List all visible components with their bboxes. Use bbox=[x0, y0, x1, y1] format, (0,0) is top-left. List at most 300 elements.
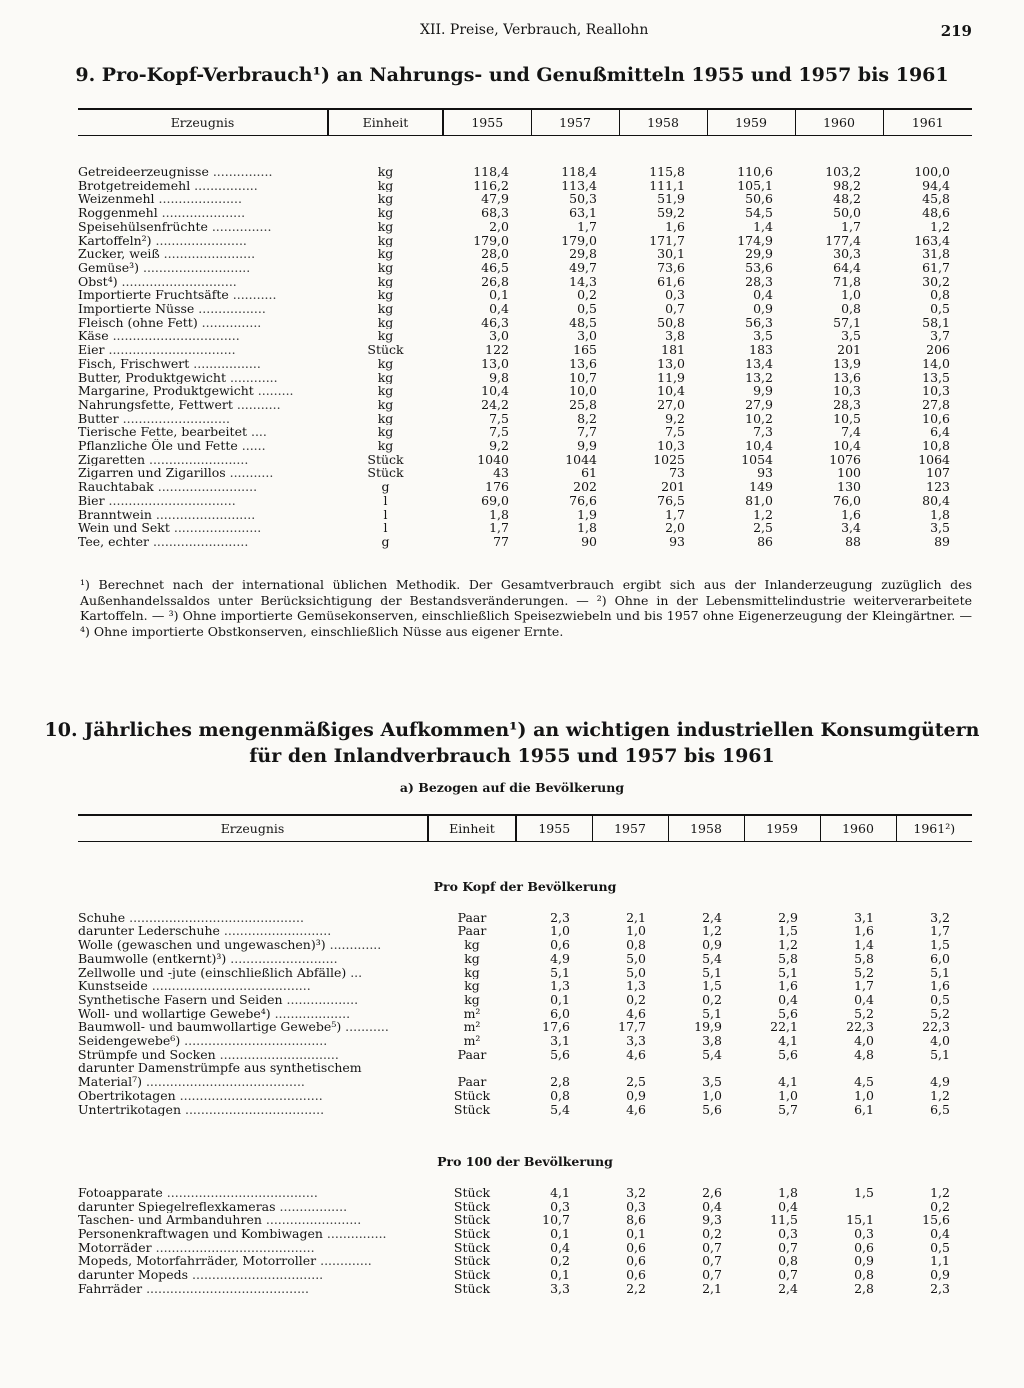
value-cell: 98,2 bbox=[833, 178, 861, 193]
value-cell: 31,8 bbox=[922, 247, 950, 261]
value-cell: 89 bbox=[934, 534, 950, 549]
leader-dots: ............ bbox=[225, 370, 278, 385]
value-cell: 15,6 bbox=[922, 1213, 950, 1228]
row-label-text: Getreideerzeugnisse bbox=[78, 165, 209, 179]
unit-cell: kg bbox=[377, 329, 394, 344]
value-cell bbox=[744, 1061, 820, 1075]
value-cell: 50,3 bbox=[569, 192, 597, 207]
value-cell: 43 bbox=[493, 466, 509, 481]
row-label-text: Taschen- und Armbanduhren bbox=[78, 1213, 262, 1228]
row-label bbox=[78, 924, 428, 938]
value-cell: 13,4 bbox=[745, 356, 773, 371]
value-cell: 0,7 bbox=[665, 302, 685, 316]
value-cell: 1,8 bbox=[489, 507, 509, 522]
table-row bbox=[78, 494, 972, 508]
row-label bbox=[78, 993, 428, 1007]
value-cell: 3,5 bbox=[702, 1075, 722, 1089]
col-header: 1958 bbox=[619, 109, 707, 135]
unit-cell: l bbox=[383, 521, 388, 535]
table-row bbox=[78, 357, 972, 371]
unit-cell: kg bbox=[377, 206, 394, 220]
leader-dots: ................. bbox=[194, 302, 266, 316]
leader-dots: ............... bbox=[208, 165, 273, 179]
value-cell: 90 bbox=[581, 534, 597, 549]
row-label bbox=[78, 288, 328, 302]
value-cell: 1,8 bbox=[577, 521, 597, 535]
table-row bbox=[78, 1282, 972, 1296]
value-cell: 3,0 bbox=[577, 329, 597, 344]
value-cell: 0,6 bbox=[550, 938, 570, 952]
value-cell: 14,0 bbox=[922, 356, 950, 371]
leader-dots: ................................ bbox=[108, 329, 240, 344]
value-cell: 1076 bbox=[829, 452, 861, 467]
value-cell: 59,2 bbox=[657, 206, 685, 220]
row-label-text: Pflanzliche Öle und Fette bbox=[78, 439, 238, 453]
table-row bbox=[78, 179, 972, 193]
value-cell: 0,8 bbox=[854, 1268, 874, 1282]
row-label bbox=[78, 261, 328, 275]
value-cell bbox=[592, 1061, 668, 1075]
value-cell: 13,0 bbox=[657, 356, 685, 371]
value-cell: 2,0 bbox=[489, 219, 509, 234]
value-cell: 5,1 bbox=[778, 965, 798, 980]
value-cell: 1,6 bbox=[665, 219, 685, 234]
value-cell bbox=[820, 1200, 896, 1214]
value-cell: 0,3 bbox=[778, 1227, 798, 1241]
leader-dots: ... bbox=[346, 965, 363, 980]
value-cell: 28,0 bbox=[481, 247, 509, 261]
value-cell: 0,2 bbox=[930, 1199, 950, 1214]
value-cell: 7,5 bbox=[665, 425, 685, 440]
row-label bbox=[78, 1048, 428, 1062]
value-cell: 4,6 bbox=[626, 1006, 646, 1021]
value-cell: 1,6 bbox=[778, 979, 798, 993]
row-label bbox=[78, 979, 428, 993]
value-cell: 3,0 bbox=[489, 329, 509, 344]
table-row bbox=[78, 192, 972, 206]
value-cell: 115,8 bbox=[649, 165, 685, 179]
value-cell: 0,4 bbox=[854, 992, 874, 1007]
leader-dots: ............................. bbox=[117, 274, 237, 289]
value-cell: 64,4 bbox=[833, 260, 861, 275]
value-cell: 68,3 bbox=[481, 206, 509, 220]
row-label-text: Fotoapparate bbox=[78, 1185, 163, 1200]
row-label-text: Schuhe bbox=[78, 910, 126, 925]
value-cell: 88 bbox=[845, 534, 861, 549]
leader-dots: ................. bbox=[275, 1199, 348, 1214]
table-row bbox=[78, 1075, 972, 1089]
value-cell: 179,0 bbox=[473, 233, 509, 248]
leader-dots: ...... bbox=[237, 439, 266, 453]
row-label bbox=[78, 494, 328, 508]
value-cell: 48,2 bbox=[833, 192, 861, 207]
value-cell: 4,5 bbox=[854, 1075, 874, 1089]
value-cell: 3,1 bbox=[854, 910, 874, 925]
row-label-text: Wein und Sekt bbox=[78, 521, 170, 535]
unit-cell: kg bbox=[377, 274, 394, 289]
leader-dots: ........................................ bbox=[151, 1240, 315, 1255]
unit-cell: Stück bbox=[367, 343, 404, 357]
value-cell: 1,5 bbox=[930, 938, 950, 952]
col-header: 1955 bbox=[516, 815, 592, 841]
row-label-text: Zellwolle und -jute (einschließlich Abfälle) bbox=[78, 965, 347, 980]
value-cell: 1,2 bbox=[753, 507, 773, 522]
value-cell: 77 bbox=[493, 534, 509, 549]
unit-cell: m² bbox=[463, 1034, 481, 1048]
value-cell: 17,7 bbox=[618, 1020, 646, 1035]
value-cell: 2,4 bbox=[778, 1281, 798, 1296]
unit-cell: m² bbox=[463, 1006, 481, 1021]
value-cell: 0,4 bbox=[930, 1227, 950, 1241]
unit-cell: kg bbox=[464, 992, 480, 1007]
row-label-text: Untertrikotagen bbox=[78, 1102, 182, 1117]
row-label-text: Fleisch (ohne Fett) bbox=[78, 315, 198, 330]
row-label-text: Material⁷) bbox=[78, 1075, 142, 1089]
value-cell: 5,4 bbox=[702, 1047, 722, 1062]
row-label bbox=[78, 966, 428, 980]
table10-title-line2: für den Inlandverbrauch 1955 und 1957 bis 1961 bbox=[249, 745, 775, 767]
value-cell: 1054 bbox=[741, 452, 773, 467]
value-cell: 3,8 bbox=[665, 329, 685, 344]
value-cell: 0,4 bbox=[778, 1199, 798, 1214]
row-label bbox=[78, 247, 328, 261]
row-label-text: Strümpfe und Socken bbox=[78, 1047, 216, 1062]
value-cell: 1,9 bbox=[577, 507, 597, 522]
unit-cell: Stück bbox=[453, 1281, 491, 1296]
value-cell: 5,4 bbox=[702, 951, 722, 966]
leader-dots: ......................... bbox=[151, 507, 256, 522]
row-label-text: Motorräder bbox=[78, 1240, 152, 1255]
table-row bbox=[78, 412, 972, 426]
table-row bbox=[78, 261, 972, 275]
value-cell: 13,6 bbox=[833, 370, 861, 385]
leader-dots: ........... bbox=[225, 466, 274, 481]
table-row bbox=[78, 1007, 972, 1021]
unit-cell: kg bbox=[377, 178, 394, 193]
value-cell: 22,3 bbox=[846, 1020, 874, 1035]
value-cell: 11,9 bbox=[657, 370, 685, 385]
running-title: XII. Preise, Verbrauch, Reallohn bbox=[420, 22, 649, 38]
value-cell: 10,2 bbox=[745, 411, 773, 426]
value-cell: 2,3 bbox=[550, 910, 570, 925]
value-cell: 206 bbox=[926, 343, 950, 357]
value-cell: 7,5 bbox=[489, 425, 509, 440]
row-label bbox=[78, 1200, 428, 1214]
value-cell: 0,6 bbox=[854, 1240, 874, 1255]
value-cell: 93 bbox=[669, 534, 685, 549]
value-cell: 8,6 bbox=[626, 1213, 646, 1228]
row-label bbox=[78, 1075, 428, 1089]
row-label bbox=[78, 343, 328, 357]
value-cell: 202 bbox=[573, 480, 597, 494]
unit-cell: kg bbox=[377, 411, 394, 426]
value-cell: 2,5 bbox=[626, 1075, 646, 1089]
value-cell: 48,5 bbox=[569, 315, 597, 330]
row-label bbox=[78, 398, 328, 412]
row-label bbox=[78, 1241, 428, 1255]
value-cell: 0,2 bbox=[702, 1227, 722, 1241]
row-label-text: Speisehülsenfrüchte bbox=[78, 219, 208, 234]
row-label-text: Synthetische Fasern und Seiden bbox=[78, 992, 283, 1007]
row-label-text: Obst⁴) bbox=[78, 274, 118, 289]
row-label-text: darunter Mopeds bbox=[78, 1268, 189, 1282]
table-row bbox=[78, 1213, 972, 1227]
value-cell: 5,2 bbox=[930, 1006, 950, 1021]
value-cell: 118,4 bbox=[561, 165, 597, 179]
row-label bbox=[78, 439, 328, 453]
unit-cell: kg bbox=[377, 370, 394, 385]
value-cell: 5,6 bbox=[550, 1047, 570, 1062]
table-row bbox=[78, 275, 972, 289]
table9-body bbox=[78, 165, 972, 549]
value-cell: 2,1 bbox=[626, 910, 646, 925]
col-header: 1959 bbox=[744, 815, 820, 841]
value-cell: 29,8 bbox=[569, 247, 597, 261]
value-cell: 30,3 bbox=[833, 247, 861, 261]
value-cell: 0,4 bbox=[753, 288, 773, 303]
value-cell: 1,5 bbox=[854, 1185, 874, 1200]
value-cell: 29,9 bbox=[745, 247, 773, 261]
row-label bbox=[78, 412, 328, 426]
value-cell: 50,0 bbox=[833, 206, 861, 220]
leader-dots: ..................... bbox=[154, 192, 242, 207]
row-label-text: Tee, echter bbox=[78, 534, 149, 549]
value-cell: 0,5 bbox=[930, 1240, 950, 1255]
table-row bbox=[78, 247, 972, 261]
value-cell: 1044 bbox=[565, 452, 597, 467]
value-cell: 2,6 bbox=[702, 1185, 722, 1200]
value-cell bbox=[668, 1061, 744, 1075]
unit-cell: Stück bbox=[453, 1199, 491, 1214]
value-cell: 25,8 bbox=[569, 397, 597, 412]
value-cell bbox=[896, 1061, 972, 1075]
value-cell: 0,9 bbox=[930, 1268, 950, 1282]
table-row bbox=[78, 1103, 972, 1117]
table9 bbox=[78, 108, 972, 549]
row-label-text: Importierte Nüsse bbox=[78, 302, 195, 316]
value-cell: 7,3 bbox=[753, 425, 773, 440]
row-label bbox=[78, 952, 428, 966]
value-cell bbox=[516, 1061, 592, 1075]
leader-dots: ....................... bbox=[151, 233, 247, 248]
leader-dots: ............................................ bbox=[125, 910, 304, 925]
value-cell: 1,2 bbox=[930, 1088, 950, 1103]
value-cell: 10,6 bbox=[922, 411, 950, 426]
value-cell: 105,1 bbox=[737, 178, 773, 193]
value-cell: 0,1 bbox=[626, 1227, 646, 1241]
table-row bbox=[78, 938, 972, 952]
col-header: 1961 bbox=[883, 109, 972, 135]
value-cell: 1,5 bbox=[778, 924, 798, 939]
value-cell: 0,2 bbox=[702, 992, 722, 1007]
value-cell: 100 bbox=[837, 466, 861, 481]
value-cell: 1,8 bbox=[778, 1185, 798, 1200]
table-row bbox=[78, 220, 972, 234]
value-cell: 4,0 bbox=[854, 1034, 874, 1048]
leader-dots: ..................... bbox=[157, 206, 246, 220]
value-cell: 27,0 bbox=[657, 397, 685, 412]
value-cell: 5,7 bbox=[778, 1102, 798, 1117]
leader-dots: ........................ bbox=[261, 1213, 362, 1228]
value-cell: 0,8 bbox=[930, 288, 950, 303]
row-label-text: Mopeds, Motorfahrräder, Motorroller bbox=[78, 1254, 317, 1269]
leader-dots: ............... bbox=[197, 315, 262, 330]
unit-cell: Paar bbox=[457, 924, 487, 939]
table-row bbox=[78, 165, 972, 179]
row-label bbox=[78, 371, 328, 385]
leader-dots: ............... bbox=[322, 1227, 387, 1241]
leader-dots: ........................ bbox=[148, 534, 249, 549]
value-cell: 6,4 bbox=[930, 425, 950, 440]
table-row bbox=[78, 535, 972, 549]
row-label bbox=[78, 535, 328, 549]
table-row bbox=[78, 993, 972, 1007]
value-cell: 2,2 bbox=[626, 1281, 646, 1296]
value-cell: 0,2 bbox=[577, 288, 597, 303]
table-row bbox=[78, 1034, 972, 1048]
leader-dots: ...................................... bbox=[162, 1185, 318, 1200]
row-label bbox=[78, 165, 328, 179]
value-cell: 0,1 bbox=[489, 288, 509, 303]
col-header: 1955 bbox=[443, 109, 531, 135]
value-cell: 5,8 bbox=[854, 951, 874, 966]
row-label-text: Kartoffeln²) bbox=[78, 233, 152, 248]
leader-dots: ........................... bbox=[226, 951, 338, 966]
unit-cell: kg bbox=[377, 219, 394, 234]
value-cell: 5,1 bbox=[930, 1047, 950, 1062]
value-cell: 1,7 bbox=[841, 219, 861, 234]
value-cell: 22,1 bbox=[770, 1020, 798, 1035]
value-cell: 5,1 bbox=[702, 965, 722, 980]
section-gap bbox=[78, 1172, 972, 1186]
row-label-text: darunter Spiegelreflexkameras bbox=[78, 1199, 276, 1214]
row-label-text: Obertrikotagen bbox=[78, 1088, 176, 1103]
value-cell: 2,4 bbox=[702, 910, 722, 925]
col-header: 1961²) bbox=[896, 815, 972, 841]
leader-dots: .................................... bbox=[175, 1088, 323, 1103]
value-cell: 1,0 bbox=[778, 1088, 798, 1103]
row-label-text: darunter Damenstrümpfe aus synthetischem bbox=[78, 1061, 362, 1076]
leader-dots: ................................ bbox=[104, 343, 236, 357]
value-cell: 94,4 bbox=[922, 178, 950, 193]
value-cell: 6,0 bbox=[550, 1006, 570, 1021]
value-cell: 13,2 bbox=[745, 370, 773, 385]
unit-cell: kg bbox=[377, 384, 394, 398]
value-cell: 1,1 bbox=[930, 1254, 950, 1269]
table-row bbox=[78, 508, 972, 522]
value-cell: 1,0 bbox=[626, 924, 646, 939]
unit-cell: Stück bbox=[453, 1102, 491, 1117]
value-cell: 51,9 bbox=[657, 192, 685, 207]
value-cell: 1,2 bbox=[778, 938, 798, 952]
value-cell: 3,3 bbox=[626, 1034, 646, 1048]
value-cell: 26,8 bbox=[481, 274, 509, 289]
value-cell: 5,6 bbox=[778, 1047, 798, 1062]
table-row bbox=[78, 480, 972, 494]
table-row bbox=[78, 924, 972, 938]
unit-cell: Stück bbox=[453, 1268, 491, 1282]
value-cell: 5,2 bbox=[854, 1006, 874, 1021]
value-cell: 0,7 bbox=[702, 1254, 722, 1269]
value-cell: 5,0 bbox=[626, 965, 646, 980]
leader-dots: ......................................... bbox=[142, 1281, 309, 1296]
leader-dots: ................ bbox=[190, 178, 258, 193]
row-label-text: Butter bbox=[78, 411, 119, 426]
value-cell: 5,6 bbox=[778, 1006, 798, 1021]
table-row bbox=[78, 234, 972, 248]
table-row bbox=[78, 1200, 972, 1214]
leader-dots: ........... bbox=[228, 288, 277, 303]
row-label-text: darunter Lederschuhe bbox=[78, 924, 220, 939]
table-row bbox=[78, 966, 972, 980]
value-cell: 4,9 bbox=[930, 1075, 950, 1089]
col-header: 1960 bbox=[820, 815, 896, 841]
row-label bbox=[78, 384, 328, 398]
col-header: Erzeugnis bbox=[78, 109, 328, 135]
row-label-text: Woll- und wollartige Gewebe⁴) bbox=[78, 1006, 271, 1021]
row-label-text: Fisch, Frischwert bbox=[78, 356, 190, 371]
value-cell: 54,5 bbox=[745, 206, 773, 220]
table-row bbox=[78, 1241, 972, 1255]
value-cell: 9,9 bbox=[577, 439, 597, 453]
value-cell: 76,6 bbox=[569, 493, 597, 508]
value-cell: 201 bbox=[837, 343, 861, 357]
value-cell: 5,4 bbox=[550, 1102, 570, 1117]
value-cell: 1,3 bbox=[550, 979, 570, 993]
value-cell: 176 bbox=[485, 480, 509, 494]
table-row bbox=[78, 952, 972, 966]
value-cell: 123 bbox=[926, 480, 950, 494]
value-cell: 7,7 bbox=[577, 425, 597, 440]
value-cell: 111,1 bbox=[649, 178, 685, 193]
table-row bbox=[78, 1020, 972, 1034]
row-label-text: Fahrräder bbox=[78, 1281, 143, 1296]
value-cell: 0,8 bbox=[626, 938, 646, 952]
value-cell: 122 bbox=[485, 343, 509, 357]
value-cell: 3,2 bbox=[626, 1185, 646, 1200]
value-cell: 47,9 bbox=[481, 192, 509, 207]
value-cell: 0,3 bbox=[854, 1227, 874, 1241]
value-cell: 1,4 bbox=[753, 219, 773, 234]
leader-dots: ............. bbox=[325, 938, 382, 952]
value-cell: 13,0 bbox=[481, 356, 509, 371]
value-cell: 4,9 bbox=[550, 951, 570, 966]
value-cell: 9,3 bbox=[702, 1213, 722, 1228]
row-label-text: Butter, Produktgewicht bbox=[78, 370, 226, 385]
row-label-text: Branntwein bbox=[78, 507, 152, 522]
value-cell: 6,0 bbox=[930, 951, 950, 966]
value-cell: 11,5 bbox=[770, 1213, 798, 1228]
unit-cell: Stück bbox=[367, 452, 404, 467]
row-label-text: Nahrungsfette, Fettwert bbox=[78, 397, 233, 412]
value-cell: 0,7 bbox=[702, 1268, 722, 1282]
row-label bbox=[78, 1268, 428, 1282]
value-cell: 28,3 bbox=[833, 397, 861, 412]
section-heading-row bbox=[78, 877, 972, 897]
col-header: 1959 bbox=[707, 109, 795, 135]
value-cell: 3,2 bbox=[930, 910, 950, 925]
value-cell: 10,4 bbox=[657, 384, 685, 398]
value-cell: 100,0 bbox=[914, 165, 950, 179]
value-cell: 14,3 bbox=[569, 274, 597, 289]
value-cell: 61,6 bbox=[657, 274, 685, 289]
row-label-text: Seidengewebe⁶) bbox=[78, 1034, 181, 1048]
unit-cell: kg bbox=[377, 425, 394, 440]
unit-cell: Stück bbox=[453, 1185, 491, 1200]
row-label bbox=[78, 911, 428, 925]
value-cell: 0,6 bbox=[626, 1240, 646, 1255]
table-row bbox=[78, 911, 972, 925]
